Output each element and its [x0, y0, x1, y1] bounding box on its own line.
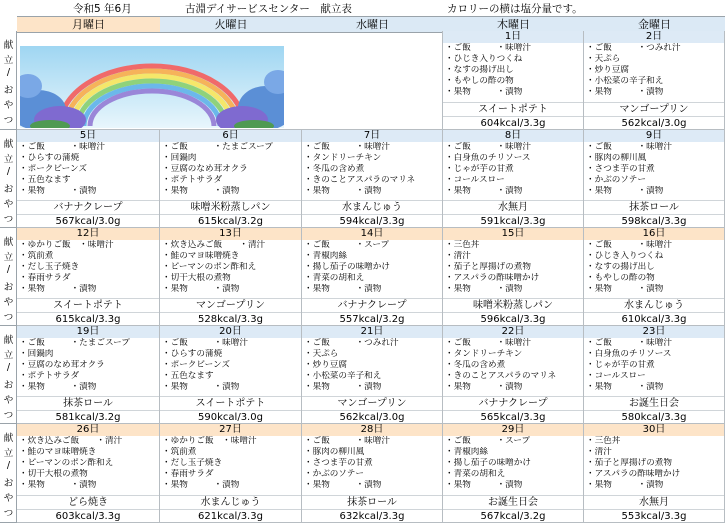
menu-items — [19, 142, 158, 197]
day-cell — [302, 326, 443, 424]
side-label-char: / — [6, 67, 11, 78]
menu-item: ・春雨サラダ — [19, 273, 71, 283]
menu-items — [586, 436, 723, 491]
date-label: 5日 — [17, 130, 159, 142]
snack-label: お誕生日会 — [443, 495, 583, 509]
side-label-char: や — [3, 100, 14, 111]
menu-item: ・じゃが芋の甘煮 — [586, 360, 655, 370]
weekday-header-thu: 木曜日 — [443, 16, 584, 33]
side-label — [0, 326, 17, 424]
menu-item: ・ご飯 ・味噌汁 — [586, 338, 672, 348]
menu-item: ・ご飯 ・たまごスープ — [19, 338, 130, 348]
menu-items — [162, 142, 300, 197]
menu-item: ・果物 ・漬物 — [19, 186, 97, 196]
calorie-salt-label: 567kcal/3.2g — [443, 509, 583, 523]
menu-item: ・ご飯 ・味噌汁 — [445, 338, 531, 348]
menu-item: ・果物 ・漬物 — [162, 480, 240, 490]
date-label: 1日 — [443, 31, 583, 43]
snack-label: スイートポテト — [443, 102, 583, 116]
menu-item: ・きのことアスパラのマリネ — [445, 371, 557, 381]
menu-item: ・回鍋肉 — [162, 153, 197, 163]
menu-items — [445, 436, 582, 491]
calorie-salt-label: 565kcal/3.3g — [443, 410, 583, 424]
calorie-salt-label: 610kcal/3.3g — [584, 312, 724, 326]
side-label-char: 献 — [3, 139, 14, 150]
menu-item: ・なすの揚げ出し — [445, 65, 514, 75]
menu-item: ・青菜の胡和え — [304, 273, 365, 283]
snack-label: 水まんじゅう — [584, 298, 724, 312]
menu-item: ・ご飯 ・味噌汁 — [445, 142, 531, 152]
calorie-salt-label: 567kcal/3.0g — [17, 214, 159, 228]
calorie-salt-label: 594kcal/3.3g — [302, 214, 442, 228]
menu-item: ・ひじき入りつくね — [445, 54, 523, 64]
side-label-char: や — [3, 199, 14, 210]
calorie-salt-label: 581kcal/3.2g — [17, 410, 159, 424]
menu-item: ・だし玉子焼き — [19, 262, 80, 272]
calorie-salt-label: 528kcal/3.3g — [160, 312, 301, 326]
calorie-salt-label: 604kcal/3.3g — [443, 116, 583, 130]
menu-item: ・冬瓜の含め煮 — [304, 164, 365, 174]
side-label-char: お — [3, 478, 14, 489]
side-label-char: 献 — [3, 40, 14, 51]
menu-item: ・青椒肉絲 — [304, 251, 347, 261]
menu-item: ・五色なます — [162, 371, 214, 381]
day-cell — [17, 228, 160, 326]
menu-item: ・ご飯 ・味噌汁 — [304, 142, 390, 152]
menu-item: ・ご飯 ・味噌汁 — [586, 240, 672, 250]
menu-item: ・切干大根の煮物 — [19, 469, 88, 479]
menu-item: ・果物 ・漬物 — [162, 284, 240, 294]
menu-item: ・小松菜の辛子和え — [586, 76, 664, 86]
calorie-salt-label: 603kcal/3.3g — [17, 509, 159, 523]
date-label: 14日 — [302, 228, 442, 240]
snack-label: マンゴープリン — [160, 298, 301, 312]
menu-items — [304, 142, 441, 197]
menu-item: ・天ぷら — [586, 54, 621, 64]
side-label-char: / — [6, 264, 11, 275]
menu-item: ・果物 ・漬物 — [162, 186, 240, 196]
side-label-char: や — [3, 297, 14, 308]
menu-items — [304, 436, 441, 491]
menu-item: ・アスパラの酢味噌かけ — [586, 469, 681, 479]
menu-items — [162, 338, 300, 393]
menu-item: ・果物 ・漬物 — [445, 186, 523, 196]
date-label: 28日 — [302, 424, 442, 436]
menu-item: ・豚肉の柳川風 — [586, 153, 647, 163]
menu-item: ・ご飯 ・味噌汁 — [586, 142, 672, 152]
menu-item: ・清汁 — [586, 447, 612, 457]
menu-items — [586, 240, 723, 295]
menu-items — [162, 436, 300, 491]
menu-items — [162, 240, 300, 295]
side-label-char: や — [3, 493, 14, 504]
calorie-salt-label: 596kcal/3.3g — [443, 312, 583, 326]
weekday-header-fri: 金曜日 — [584, 16, 725, 33]
period-label: 令和5 年6月 — [73, 3, 132, 15]
rainbow-hydrangea-illustration — [20, 46, 284, 128]
date-label: 27日 — [160, 424, 301, 436]
menu-item: ・果物 ・漬物 — [586, 186, 664, 196]
weekday-header-tue: 火曜日 — [160, 16, 302, 33]
menu-item: ・筑前煮 — [162, 447, 197, 457]
day-cell — [443, 228, 584, 326]
date-label: 8日 — [443, 130, 583, 142]
menu-item: ・果物 ・漬物 — [445, 480, 523, 490]
menu-item: ・だし玉子焼き — [162, 458, 223, 468]
menu-item: ・もやしの酢の物 — [586, 273, 655, 283]
side-label-char: つ — [3, 312, 14, 323]
snack-label: 水まんじゅう — [302, 200, 442, 214]
snack-label: 抹茶ロール — [17, 396, 159, 410]
menu-item: ・さつま芋の甘煮 — [586, 164, 655, 174]
menu-item: ・ご飯 ・味噌汁 — [162, 338, 248, 348]
menu-item: ・豚肉の柳川風 — [304, 447, 365, 457]
side-label-char: / — [6, 166, 11, 177]
menu-item: ・果物 ・漬物 — [586, 382, 664, 392]
menu-item: ・炊き込みご飯 ・清汁 — [162, 240, 266, 250]
snack-label: バナナクレープ — [443, 396, 583, 410]
weekday-header-mon: 月曜日 — [17, 16, 160, 33]
snack-label: お誕生日会 — [584, 396, 724, 410]
menu-item: ・果物 ・漬物 — [19, 382, 97, 392]
day-cell — [160, 228, 302, 326]
menu-item: ・果物 ・漬物 — [445, 87, 523, 97]
menu-item: ・ポークビーンズ — [19, 164, 87, 174]
menu-item: ・ご飯 ・スープ — [445, 436, 531, 446]
snack-label: スイートポテト — [160, 396, 301, 410]
snack-label: バナナクレープ — [17, 200, 159, 214]
day-cell — [584, 130, 725, 228]
menu-item: ・きのことアスパラのマリネ — [304, 175, 416, 185]
date-label: 15日 — [443, 228, 583, 240]
menu-item: ・アスパラの酢味噌かけ — [445, 273, 540, 283]
side-label-char: 献 — [3, 237, 14, 248]
menu-item: ・果物 ・漬物 — [586, 284, 664, 294]
menu-item: ・果物 ・漬物 — [162, 382, 240, 392]
side-label — [0, 228, 17, 326]
calorie-salt-label: 621kcal/3.3g — [160, 509, 301, 523]
day-cell — [160, 424, 302, 523]
calorie-salt-label: 557kcal/3.2g — [302, 312, 442, 326]
menu-item: ・回鍋肉 — [19, 349, 54, 359]
date-label: 19日 — [17, 326, 159, 338]
date-label: 30日 — [584, 424, 724, 436]
menu-item: ・果物 ・漬物 — [586, 480, 664, 490]
date-label: 26日 — [17, 424, 159, 436]
side-label-char: 立 — [3, 448, 14, 459]
menu-item: ・炒り豆腐 — [304, 360, 347, 370]
side-label-char: 立 — [3, 350, 14, 361]
calorie-salt-label: 562kcal/3.0g — [302, 410, 442, 424]
menu-item: ・豆腐のなめ茸オクラ — [162, 164, 248, 174]
menu-item: ・タンドリーチキン — [445, 349, 523, 359]
menu-items — [445, 43, 582, 98]
menu-item: ・ピーマンのポン酢和え — [19, 458, 114, 468]
side-label-char: つ — [3, 115, 14, 126]
menu-item: ・ピーマンのポン酢和え — [162, 262, 257, 272]
day-cell — [584, 31, 725, 130]
side-label-char: お — [3, 380, 14, 391]
date-label: 13日 — [160, 228, 301, 240]
side-label — [0, 424, 17, 523]
menu-item: ・コールスロー — [445, 175, 505, 185]
side-label-char: お — [3, 282, 14, 293]
menu-item: ・冬瓜の含め煮 — [445, 360, 506, 370]
menu-item: ・豆腐のなめ茸オクラ — [19, 360, 105, 370]
menu-item: ・筑前煮 — [19, 251, 54, 261]
menu-item: ・タンドリーチキン — [304, 153, 382, 163]
calorie-salt-label: 580kcal/3.3g — [584, 410, 724, 424]
calorie-salt-label: 598kcal/3.3g — [584, 214, 724, 228]
menu-item: ・ポテトサラダ — [162, 175, 223, 185]
snack-label: 抹茶ロール — [302, 495, 442, 509]
snack-label: 味噌米粉蒸しパン — [443, 298, 583, 312]
day-cell — [443, 31, 584, 130]
menu-item: ・小松菜の辛子和え — [304, 371, 382, 381]
menu-item: ・鮭のマヨ味噌焼き — [162, 251, 240, 261]
menu-item: ・天ぷら — [304, 349, 339, 359]
menu-item: ・果物 ・漬物 — [19, 480, 97, 490]
day-cell — [584, 228, 725, 326]
day-cell — [443, 326, 584, 424]
menu-item: ・ゆかりご飯 ・味噌汁 — [162, 436, 257, 446]
menu-item: ・果物 ・漬物 — [304, 382, 382, 392]
side-label-char: や — [3, 395, 14, 406]
menu-item: ・茄子と厚揚げの煮物 — [586, 458, 672, 468]
menu-item: ・三色丼 — [445, 240, 480, 250]
date-label: 20日 — [160, 326, 301, 338]
side-label — [0, 130, 17, 228]
menu-item: ・青椒肉絲 — [445, 447, 488, 457]
side-label-char: 立 — [3, 252, 14, 263]
snack-label: 抹茶ロール — [584, 200, 724, 214]
day-cell — [17, 130, 160, 228]
day-cell — [302, 424, 443, 523]
menu-items — [445, 240, 582, 295]
menu-item: ・揚し茄子の味噌かけ — [304, 262, 390, 272]
snack-label: スイートポテト — [17, 298, 159, 312]
menu-item: ・かぶのソテー — [304, 469, 364, 479]
menu-item: ・三色丼 — [586, 436, 621, 446]
snack-label: 水無月 — [443, 200, 583, 214]
menu-items — [19, 436, 158, 491]
snack-label: 水まんじゅう — [160, 495, 301, 509]
menu-item: ・ご飯 ・つみれ汁 — [304, 338, 399, 348]
menu-item: ・さつま芋の甘煮 — [304, 458, 373, 468]
menu-item: ・茄子と厚揚げの煮物 — [445, 262, 531, 272]
menu-items — [19, 240, 158, 295]
snack-label: マンゴープリン — [584, 102, 724, 116]
menu-item: ・ゆかりご飯 ・味噌汁 — [19, 240, 114, 250]
calorie-salt-label: 615kcal/3.2g — [160, 214, 301, 228]
side-label-char: / — [6, 362, 11, 373]
side-label-char: 献 — [3, 335, 14, 346]
menu-item: ・ご飯 ・味噌汁 — [19, 142, 105, 152]
menu-item: ・なすの揚げ出し — [586, 262, 655, 272]
calorie-salt-label: 553kcal/3.3g — [584, 509, 724, 523]
day-cell — [160, 326, 302, 424]
menu-items — [586, 142, 723, 197]
menu-items — [586, 338, 723, 393]
date-label: 12日 — [17, 228, 159, 240]
side-label-char: / — [6, 460, 11, 471]
menu-item: ・じゃが芋の甘煮 — [445, 164, 514, 174]
date-label: 2日 — [584, 31, 724, 43]
menu-item: ・ひらすの蒲焼 — [162, 349, 223, 359]
day-cell — [584, 424, 725, 523]
snack-label: マンゴープリン — [302, 396, 442, 410]
snack-label: どら焼き — [17, 495, 159, 509]
date-label: 9日 — [584, 130, 724, 142]
menu-item: ・ポークビーンズ — [162, 360, 230, 370]
menu-item: ・五色なます — [19, 175, 71, 185]
menu-item: ・清汁 — [445, 251, 471, 261]
menu-items — [586, 43, 723, 98]
menu-item: ・ご飯 ・たまごスープ — [162, 142, 273, 152]
menu-item: ・ご飯 ・スープ — [304, 240, 390, 250]
calorie-salt-label: 632kcal/3.3g — [302, 509, 442, 523]
menu-item: ・コールスロー — [586, 371, 646, 381]
side-label-char: つ — [3, 410, 14, 421]
menu-item: ・ひらすの蒲焼 — [19, 153, 80, 163]
menu-item: ・かぶのソテー — [586, 175, 646, 185]
side-label-char: 献 — [3, 433, 14, 444]
menu-item: ・白身魚のチリソース — [445, 153, 531, 163]
side-label-char: 立 — [3, 55, 14, 66]
menu-item: ・もやしの酢の物 — [445, 76, 514, 86]
menu-item: ・果物 ・漬物 — [304, 284, 382, 294]
date-label: 16日 — [584, 228, 724, 240]
menu-items — [19, 338, 158, 393]
weekday-header-wed: 水曜日 — [302, 16, 443, 33]
menu-item: ・果物 ・漬物 — [304, 480, 382, 490]
menu-item: ・鮭のマヨ味噌焼き — [19, 447, 97, 457]
side-label-char: お — [3, 85, 14, 96]
calorie-salt-label: 591kcal/3.3g — [443, 214, 583, 228]
title-row — [0, 0, 725, 16]
snack-label: 水無月 — [584, 495, 724, 509]
menu-items — [445, 142, 582, 197]
day-cell — [17, 326, 160, 424]
center-title: 古淵デイサービスセンター 献立表 — [185, 3, 352, 15]
snack-label: バナナクレープ — [302, 298, 442, 312]
calorie-salt-label: 615kcal/3.3g — [17, 312, 159, 326]
menu-item: ・ご飯 ・味噌汁 — [445, 43, 531, 53]
calorie-salt-label: 590kcal/3.0g — [160, 410, 301, 424]
date-label: 21日 — [302, 326, 442, 338]
day-cell — [302, 31, 443, 130]
menu-item: ・ひじき入りつくね — [586, 251, 664, 261]
menu-item: ・切干大根の煮物 — [162, 273, 231, 283]
menu-item: ・青菜の胡和え — [445, 469, 506, 479]
day-cell — [17, 424, 160, 523]
menu-item: ・ご飯 ・味噌汁 — [304, 436, 390, 446]
menu-items — [304, 338, 441, 393]
day-cell — [160, 130, 302, 228]
day-cell — [443, 130, 584, 228]
day-cell — [302, 228, 443, 326]
menu-item: ・炊き込みご飯 ・清汁 — [19, 436, 123, 446]
menu-item: ・果物 ・漬物 — [445, 382, 523, 392]
snack-label: 味噌米粉蒸しパン — [160, 200, 301, 214]
menu-items — [445, 338, 582, 393]
menu-item: ・果物 ・漬物 — [586, 87, 664, 97]
menu-item: ・果物 ・漬物 — [304, 186, 382, 196]
menu-item: ・ポテトサラダ — [19, 371, 80, 381]
calorie-salt-label: 562kcal/3.0g — [584, 116, 724, 130]
day-cell — [443, 424, 584, 523]
menu-item: ・春雨サラダ — [162, 469, 214, 479]
side-label — [0, 31, 17, 130]
menu-item: ・炒り豆腐 — [586, 65, 629, 75]
side-label-char: お — [3, 184, 14, 195]
side-label-char: 立 — [3, 154, 14, 165]
day-cell — [302, 130, 443, 228]
menu-items — [304, 240, 441, 295]
date-label: 7日 — [302, 130, 442, 142]
menu-item: ・果物 ・漬物 — [19, 284, 97, 294]
salt-note: カロリーの横は塩分量です。 — [447, 3, 583, 15]
menu-item: ・果物 ・漬物 — [445, 284, 523, 294]
side-label-char: つ — [3, 508, 14, 519]
date-label: 23日 — [584, 326, 724, 338]
menu-item: ・白身魚のチリソース — [586, 349, 672, 359]
date-label: 6日 — [160, 130, 301, 142]
menu-item: ・ご飯 ・つみれ汁 — [586, 43, 681, 53]
side-label-char: つ — [3, 214, 14, 225]
date-label: 22日 — [443, 326, 583, 338]
date-label: 29日 — [443, 424, 583, 436]
menu-item: ・揚し茄子の味噌かけ — [445, 458, 531, 468]
day-cell — [584, 326, 725, 424]
